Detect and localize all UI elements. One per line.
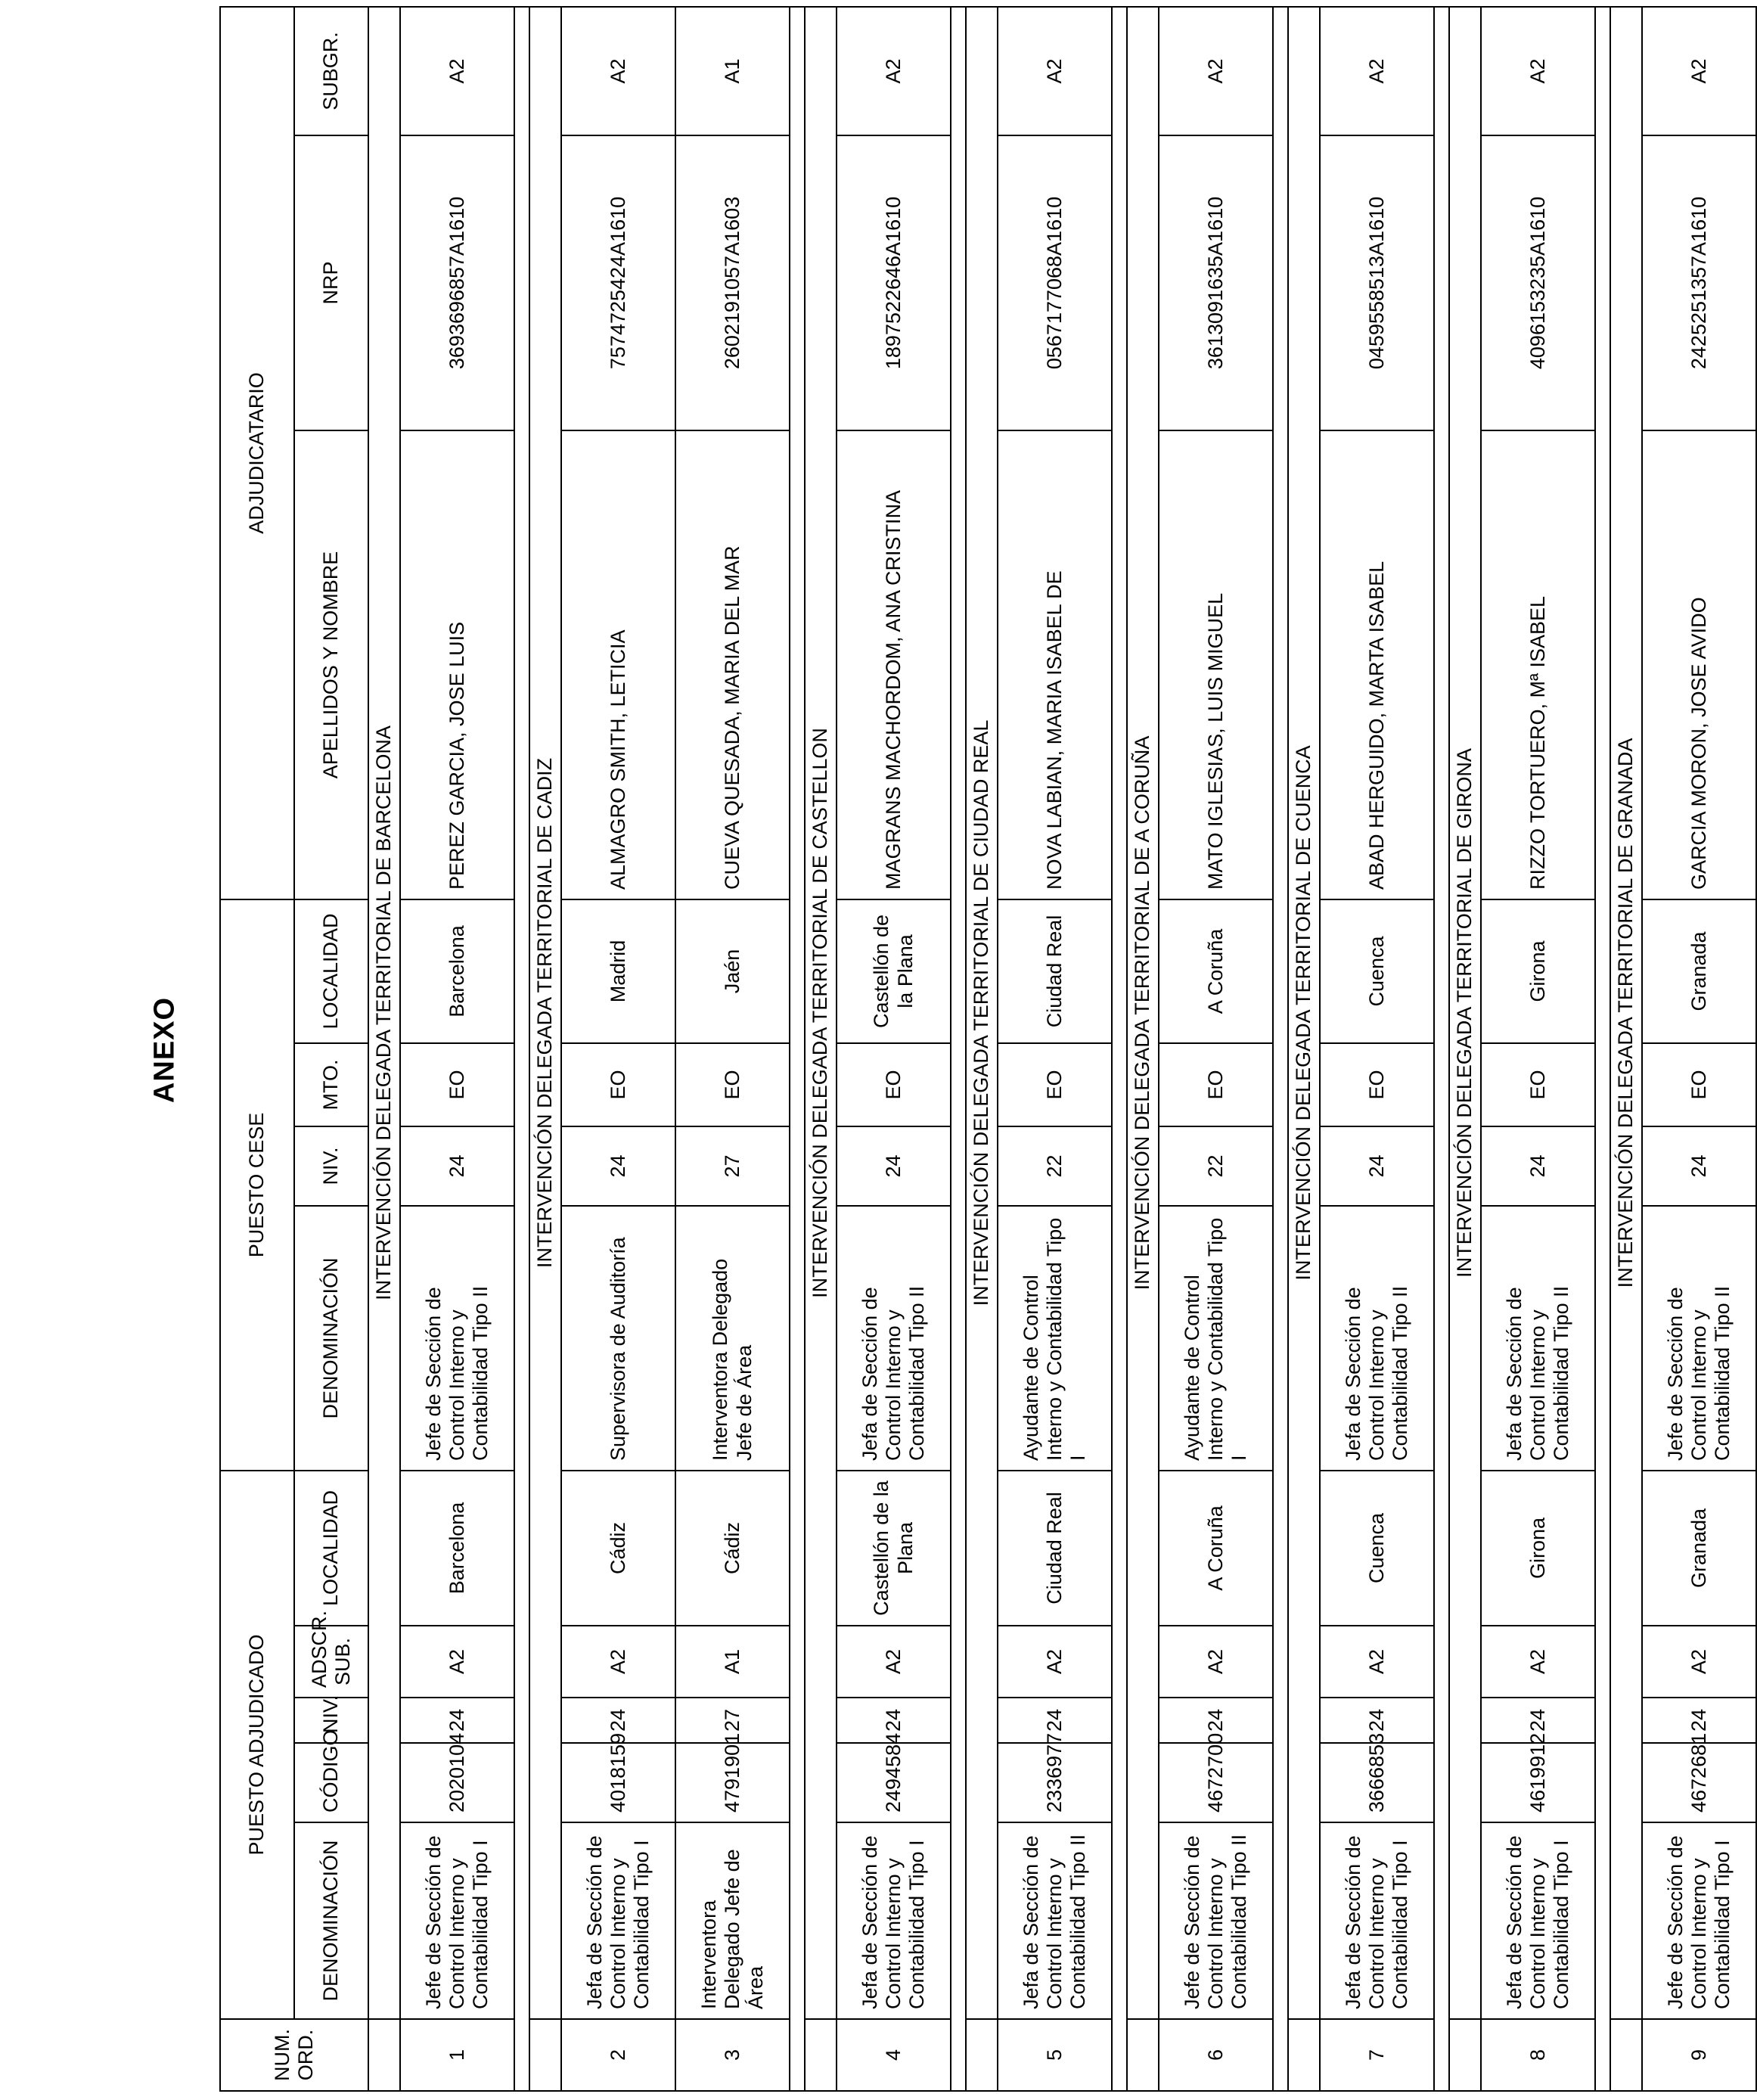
separator-cell: [1434, 7, 1449, 2091]
group-separator: [1434, 7, 1449, 2091]
row-adj-subgr: A2: [1159, 7, 1273, 135]
row-pa-localidad: Ciudad Real: [998, 1471, 1112, 1626]
row-pa-adscr-sub: A2: [998, 1626, 1112, 1698]
row-adj-nombre: ALMAGRO SMITH, LETICIA: [561, 430, 675, 899]
row-pa-codigo: 2020104: [400, 1743, 514, 1822]
row-adj-subgr: A2: [400, 7, 514, 135]
row-adj-subgr: A2: [998, 7, 1112, 135]
header-num-ord: NUM. ORD.: [220, 2019, 368, 2091]
row-pa-localidad: Barcelona: [400, 1471, 514, 1626]
row-pa-codigo: 4619912: [1481, 1743, 1595, 1822]
row-pc-mto: EO: [561, 1043, 675, 1126]
table-row: [400, 7, 514, 2091]
group-row: [1449, 7, 1481, 2091]
header-adjudicatario: ADJUDICATARIO: [220, 7, 294, 899]
row-pc-denominacion: Jefa de Sección de Control Interno y Contabilidad Tipo II: [837, 1206, 951, 1471]
row-adj-nombre: NOVA LABIAN, MARIA ISABEL DE: [998, 430, 1112, 899]
group-num-blank: [1449, 2019, 1481, 2091]
separator-cell: [951, 7, 966, 2091]
header-pa-niv: NIV.: [294, 1698, 368, 1743]
row-pc-denominacion: Jefe de Sección de Control Interno y Contabilidad Tipo II: [1642, 1206, 1756, 1471]
group-title: INTERVENCIÓN DELEGADA TERRITORIAL DE GRANADA: [1610, 7, 1642, 2019]
row-pa-adscr-sub: A2: [1320, 1626, 1434, 1698]
header-pa-adscr-sub: ADSCR. SUB.: [294, 1626, 368, 1698]
group-title: INTERVENCIÓN DELEGADA TERRITORIAL DE GIRONA: [1449, 7, 1481, 2019]
row-adj-nrp: 1897522646A1610: [837, 135, 951, 430]
row-pc-denominacion: Jefe de Sección de Control Interno y Contabilidad Tipo II: [400, 1206, 514, 1471]
header-pa-denominacion: DENOMINACIÓN: [294, 1822, 368, 2019]
row-pc-denominacion: Ayudante de Control Interno y Contabilidad Tipo I: [998, 1206, 1112, 1471]
row-pa-localidad: Cádiz: [675, 1471, 790, 1626]
row-adj-nrp: 4096153235A1610: [1481, 135, 1595, 430]
row-pa-adscr-sub: A2: [1159, 1626, 1273, 1698]
header-pa-localidad: LOCALIDAD: [294, 1471, 368, 1626]
row-pa-codigo: 4791901: [675, 1743, 790, 1822]
group-separator: [790, 7, 805, 2091]
table-row: [561, 7, 675, 2091]
row-num: 1: [400, 2019, 514, 2091]
group-num-blank: [1288, 2019, 1320, 2091]
header-pa-codigo: CÓDIGO: [294, 1743, 368, 1822]
row-adj-nombre: CUEVA QUESADA, MARIA DEL MAR: [675, 430, 790, 899]
row-pa-niv: 24: [561, 1698, 675, 1743]
header-pc-mto: MTO.: [294, 1043, 368, 1126]
row-pc-niv: 24: [1481, 1126, 1595, 1206]
row-pa-codigo: 2494584: [837, 1743, 951, 1822]
row-pc-mto: EO: [1642, 1043, 1756, 1126]
row-pa-niv: 24: [1159, 1698, 1273, 1743]
group-row: [966, 7, 998, 2091]
annex-table-container: [219, 8, 1734, 2092]
table-row: [837, 7, 951, 2091]
row-pa-localidad: Girona: [1481, 1471, 1595, 1626]
row-pc-localidad: Jaén: [675, 899, 790, 1043]
group-title: INTERVENCIÓN DELEGADA TERRITORIAL DE CUENCA: [1288, 7, 1320, 2019]
row-adj-subgr: A1: [675, 7, 790, 135]
row-pa-adscr-sub: A2: [561, 1626, 675, 1698]
row-num: 2: [561, 2019, 675, 2091]
row-num: 8: [1481, 2019, 1595, 2091]
row-pa-codigo: 4018159: [561, 1743, 675, 1822]
table-row: [1320, 7, 1434, 2091]
row-adj-nombre: GARCIA MORON, JOSE AVIDO: [1642, 430, 1756, 899]
row-num: 6: [1159, 2019, 1273, 2091]
row-adj-nrp: 0567177068A1610: [998, 135, 1112, 430]
separator-cell: [1112, 7, 1127, 2091]
row-pa-niv: 24: [400, 1698, 514, 1743]
row-pa-codigo: 4672700: [1159, 1743, 1273, 1822]
group-num-blank: [966, 2019, 998, 2091]
header-adj-apellidos-nombre: APELLIDOS Y NOMBRE: [294, 430, 368, 899]
row-pa-niv: 24: [1320, 1698, 1434, 1743]
table-body: [368, 7, 1756, 2091]
separator-cell: [790, 7, 805, 2091]
header-puesto-cese: PUESTO CESE: [220, 899, 294, 1471]
group-row: [1610, 7, 1642, 2091]
row-pa-codigo: 3666853: [1320, 1743, 1434, 1822]
group-row: [368, 7, 400, 2091]
row-pa-localidad: A Coruña: [1159, 1471, 1273, 1626]
row-adj-nrp: 2425251357A1610: [1642, 135, 1756, 430]
row-pa-denominacion: Interventora Delegado Jefe de Área: [675, 1822, 790, 2019]
row-pc-localidad: Castellón de la Plana: [837, 899, 951, 1043]
row-pc-mto: EO: [675, 1043, 790, 1126]
separator-cell: [1273, 7, 1288, 2091]
row-num: 5: [998, 2019, 1112, 2091]
row-pa-denominacion: Jefa de Sección de Control Interno y Contabilidad Tipo I: [561, 1822, 675, 2019]
row-pa-adscr-sub: A2: [837, 1626, 951, 1698]
row-pa-denominacion: Jefa de Sección de Control Interno y Contabilidad Tipo I: [837, 1822, 951, 2019]
row-pc-mto: EO: [998, 1043, 1112, 1126]
row-pa-adscr-sub: A2: [1481, 1626, 1595, 1698]
row-adj-subgr: A2: [561, 7, 675, 135]
group-separator: [1112, 7, 1127, 2091]
row-pa-adscr-sub: A2: [400, 1626, 514, 1698]
group-separator: [951, 7, 966, 2091]
row-pc-localidad: A Coruña: [1159, 899, 1273, 1043]
row-pc-localidad: Girona: [1481, 899, 1595, 1043]
group-row: [1288, 7, 1320, 2091]
row-adj-subgr: A2: [1481, 7, 1595, 135]
separator-cell: [1595, 7, 1610, 2091]
group-row: [805, 7, 837, 2091]
row-pc-mto: EO: [1320, 1043, 1434, 1126]
row-pa-localidad: Cuenca: [1320, 1471, 1434, 1626]
row-pc-niv: 22: [1159, 1126, 1273, 1206]
group-title: INTERVENCIÓN DELEGADA TERRITORIAL DE CIUDAD REAL: [966, 7, 998, 2019]
row-pc-denominacion: Jefa de Sección de Control Interno y Contabilidad Tipo II: [1481, 1206, 1595, 1471]
group-separator: [514, 7, 529, 2091]
row-adj-subgr: A2: [837, 7, 951, 135]
group-num-blank: [1127, 2019, 1159, 2091]
row-pa-adscr-sub: A1: [675, 1626, 790, 1698]
row-pc-mto: EO: [837, 1043, 951, 1126]
row-pa-adscr-sub: A2: [1642, 1626, 1756, 1698]
group-num-blank: [368, 2019, 400, 2091]
table-row: [1481, 7, 1595, 2091]
row-pa-localidad: Cádiz: [561, 1471, 675, 1626]
row-adj-nrp: 3613091635A1610: [1159, 135, 1273, 430]
row-num: 7: [1320, 2019, 1434, 2091]
header-adj-nrp: NRP: [294, 135, 368, 430]
row-pa-codigo: 4672681: [1642, 1743, 1756, 1822]
row-pa-niv: 27: [675, 1698, 790, 1743]
header-adj-subgr: SUBGR.: [294, 7, 368, 135]
row-pc-localidad: Granada: [1642, 899, 1756, 1043]
row-pa-niv: 24: [1642, 1698, 1756, 1743]
row-pc-localidad: Cuenca: [1320, 899, 1434, 1043]
row-adj-nrp: 3693696857A1610: [400, 135, 514, 430]
row-pa-denominacion: Jefe de Sección de Control Interno y Contabilidad Tipo I: [1642, 1822, 1756, 2019]
row-adj-subgr: A2: [1642, 7, 1756, 135]
row-pa-localidad: Granada: [1642, 1471, 1756, 1626]
row-pa-codigo: 2336977: [998, 1743, 1112, 1822]
row-adj-nombre: RIZZO TORTUERO, Mª ISABEL: [1481, 430, 1595, 899]
group-num-blank: [805, 2019, 837, 2091]
table-row: [998, 7, 1112, 2091]
separator-cell: [514, 7, 529, 2091]
row-pa-niv: 24: [837, 1698, 951, 1743]
row-pc-niv: 24: [1320, 1126, 1434, 1206]
row-pc-mto: EO: [400, 1043, 514, 1126]
row-pa-denominacion: Jefa de Sección de Control Interno y Contabilidad Tipo II: [998, 1822, 1112, 2019]
row-pc-niv: 24: [837, 1126, 951, 1206]
row-num: 3: [675, 2019, 790, 2091]
row-pc-localidad: Madrid: [561, 899, 675, 1043]
group-title: INTERVENCIÓN DELEGADA TERRITORIAL DE CASTELLON: [805, 7, 837, 2019]
header-pc-niv: NIV.: [294, 1126, 368, 1206]
row-pc-localidad: Ciudad Real: [998, 899, 1112, 1043]
group-row: [529, 7, 561, 2091]
row-pc-niv: 27: [675, 1126, 790, 1206]
row-pa-denominacion: Jefe de Sección de Control Interno y Contabilidad Tipo II: [1159, 1822, 1273, 2019]
header-puesto-adjudicado: PUESTO ADJUDICADO: [220, 1471, 294, 2019]
group-separator: [1273, 7, 1288, 2091]
row-pa-denominacion: Jefa de Sección de Control Interno y Contabilidad Tipo I: [1320, 1822, 1434, 2019]
row-adj-nombre: ABAD HERGUIDO, MARTA ISABEL: [1320, 430, 1434, 899]
row-pa-denominacion: Jefe de Sección de Control Interno y Contabilidad Tipo I: [400, 1822, 514, 2019]
row-pa-niv: 24: [998, 1698, 1112, 1743]
group-title: INTERVENCIÓN DELEGADA TERRITORIAL DE BARCELONA: [368, 7, 400, 2019]
group-num-blank: [1610, 2019, 1642, 2091]
row-pc-denominacion: Interventora Delegado Jefe de Área: [675, 1206, 790, 1471]
table-row: [1642, 7, 1756, 2091]
row-adj-nombre: MAGRANS MACHORDOM, ANA CRISTINA: [837, 430, 951, 899]
row-pc-niv: 24: [561, 1126, 675, 1206]
row-pc-denominacion: Jefa de Sección de Control Interno y Contabilidad Tipo II: [1320, 1206, 1434, 1471]
table-row: [675, 7, 790, 2091]
row-pa-denominacion: Jefa de Sección de Control Interno y Contabilidad Tipo I: [1481, 1822, 1595, 2019]
row-adj-subgr: A2: [1320, 7, 1434, 135]
row-pc-denominacion: Supervisora de Auditoría: [561, 1206, 675, 1471]
row-adj-nrp: 2602191057A1603: [675, 135, 790, 430]
header-pc-localidad: LOCALIDAD: [294, 899, 368, 1043]
row-pc-localidad: Barcelona: [400, 899, 514, 1043]
row-adj-nombre: PEREZ GARCIA, JOSE LUIS: [400, 430, 514, 899]
group-title: INTERVENCIÓN DELEGADA TERRITORIAL DE CADIZ: [529, 7, 561, 2019]
group-num-blank: [529, 2019, 561, 2091]
page-title: ANEXO: [148, 996, 181, 1104]
row-pc-niv: 24: [1642, 1126, 1756, 1206]
header-pc-denominacion: DENOMINACIÓN: [294, 1206, 368, 1471]
row-pa-niv: 24: [1481, 1698, 1595, 1743]
table-row: [1159, 7, 1273, 2091]
row-pc-mto: EO: [1481, 1043, 1595, 1126]
row-num: 4: [837, 2019, 951, 2091]
row-adj-nrp: 7574725424A1610: [561, 135, 675, 430]
row-pa-localidad: Castellón de la Plana: [837, 1471, 951, 1626]
group-row: [1127, 7, 1159, 2091]
row-num: 9: [1642, 2019, 1756, 2091]
row-adj-nombre: MATO IGLESIAS, LUIS MIGUEL: [1159, 430, 1273, 899]
row-pc-niv: 24: [400, 1126, 514, 1206]
group-title: INTERVENCIÓN DELEGADA TERRITORIAL DE A CORUÑA: [1127, 7, 1159, 2019]
row-pc-denominacion: Ayudante de Control Interno y Contabilidad Tipo I: [1159, 1206, 1273, 1471]
row-pc-niv: 22: [998, 1126, 1112, 1206]
row-pc-mto: EO: [1159, 1043, 1273, 1126]
row-adj-nrp: 0459558513A1610: [1320, 135, 1434, 430]
group-separator: [1595, 7, 1610, 2091]
annex-table: [219, 6, 1757, 2092]
